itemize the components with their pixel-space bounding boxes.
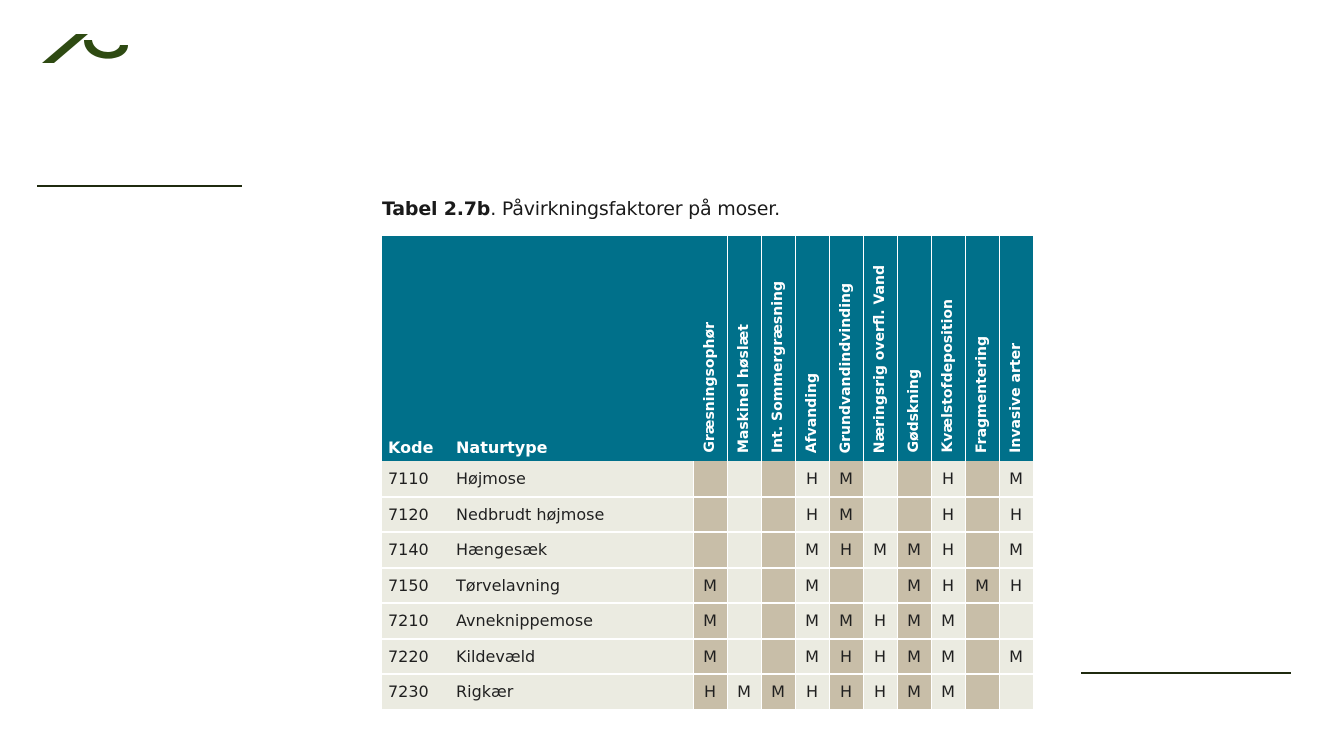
habitat-code: 7150 [382,568,450,604]
impact-cell: M [897,674,931,710]
impact-cell: H [829,674,863,710]
impact-cell: M [795,568,829,604]
factor-label: Invasive arter [1008,343,1024,453]
impact-cell [965,639,999,675]
table-row [382,497,1033,533]
impact-cell: M [897,532,931,568]
impact-cell [727,497,761,533]
factor-label: Int. Sommergræsning [770,280,786,453]
impact-cell [965,532,999,568]
impact-cell: H [863,639,897,675]
impact-cell: M [931,674,965,710]
factor-label: Kvælstofdeposition [940,299,956,453]
header-factor [999,236,1033,461]
impact-cell [727,568,761,604]
habitat-code: 7220 [382,639,450,675]
impact-cell: H [693,674,727,710]
impact-cell [999,674,1033,710]
habitat-name: Kildevæld [450,639,693,675]
header-habitat: Naturtype [450,236,693,461]
habitat-code: 7120 [382,497,450,533]
header-factor [727,236,761,461]
factor-label: Maskinel høslæt [736,323,752,453]
impact-cell [727,532,761,568]
table-row [382,461,1033,497]
impact-cell [965,461,999,497]
impact-cell: M [693,639,727,675]
habitat-name: Avneknippemose [450,603,693,639]
habitat-name: Nedbrudt højmose [450,497,693,533]
impact-cell [727,461,761,497]
impact-cell: H [863,674,897,710]
habitat-code: 7230 [382,674,450,710]
impact-cell: M [897,568,931,604]
factor-label: Grundvandindvinding [838,282,854,453]
impact-cell [863,497,897,533]
impact-cell: H [931,532,965,568]
impact-cell [863,461,897,497]
divider-line-left [37,185,242,187]
impact-cell: M [693,568,727,604]
table-caption [382,198,780,220]
impact-cell [999,603,1033,639]
pressure-factors-table [382,236,1034,711]
impact-cell: M [693,603,727,639]
impact-cell: M [863,532,897,568]
habitat-name: Hængesæk [450,532,693,568]
impact-cell: M [999,532,1033,568]
impact-cell [897,497,931,533]
impact-cell: H [931,568,965,604]
impact-cell: M [727,674,761,710]
impact-cell: M [931,639,965,675]
header-factor [829,236,863,461]
university-logo [40,30,132,66]
impact-cell [965,603,999,639]
impact-cell: M [829,603,863,639]
caption-text: . Påvirkningsfaktorer på moser. [490,198,780,220]
table-row [382,532,1033,568]
impact-cell [761,639,795,675]
impact-cell: M [795,603,829,639]
impact-cell: M [897,639,931,675]
divider-line-right [1081,672,1291,674]
habitat-name: Højmose [450,461,693,497]
impact-cell: M [761,674,795,710]
impact-cell: H [931,497,965,533]
habitat-name: Tørvelavning [450,568,693,604]
impact-cell: H [999,568,1033,604]
habitat-code: 7210 [382,603,450,639]
impact-cell: H [829,639,863,675]
impact-cell: H [795,674,829,710]
table-row [382,674,1033,710]
habitat-code: 7140 [382,532,450,568]
impact-cell [761,568,795,604]
caption-label: Tabel 2.7b [382,198,491,220]
impact-cell [693,461,727,497]
header-factor [761,236,795,461]
impact-cell [965,674,999,710]
impact-cell: M [795,639,829,675]
table-row [382,639,1033,675]
header-row [382,236,1033,461]
header-factor [897,236,931,461]
impact-cell: M [795,532,829,568]
habitat-code: 7110 [382,461,450,497]
table-row [382,568,1033,604]
impact-cell: M [829,461,863,497]
impact-cell: M [897,603,931,639]
impact-cell [863,568,897,604]
factor-label: Græsningsophør [701,322,718,453]
habitat-name: Rigkær [450,674,693,710]
impact-cell: H [931,461,965,497]
impact-cell [727,603,761,639]
header-factor [931,236,965,461]
factor-label: Gødskning [906,369,922,453]
impact-cell: H [863,603,897,639]
header-factor [795,236,829,461]
factor-label: Afvanding [804,372,820,453]
impact-cell: H [795,461,829,497]
factor-label: Næringsrig overfl. Vand [872,264,888,453]
impact-cell [965,497,999,533]
factor-label: Fragmentering [974,336,990,453]
header-factor [863,236,897,461]
impact-cell: H [999,497,1033,533]
impact-cell [727,639,761,675]
impact-cell [693,532,727,568]
impact-cell [761,603,795,639]
table-body [382,461,1033,710]
impact-cell [897,461,931,497]
impact-cell [761,497,795,533]
impact-cell: H [829,532,863,568]
impact-cell: M [999,639,1033,675]
impact-cell [829,568,863,604]
impact-cell: M [931,603,965,639]
impact-cell [693,497,727,533]
header-factor [693,236,727,461]
impact-cell [761,532,795,568]
header-code: Kode [382,236,450,461]
impact-cell: M [965,568,999,604]
table-row [382,603,1033,639]
impact-cell: M [829,497,863,533]
impact-cell [761,461,795,497]
impact-cell: M [999,461,1033,497]
impact-cell: H [795,497,829,533]
header-factor [965,236,999,461]
